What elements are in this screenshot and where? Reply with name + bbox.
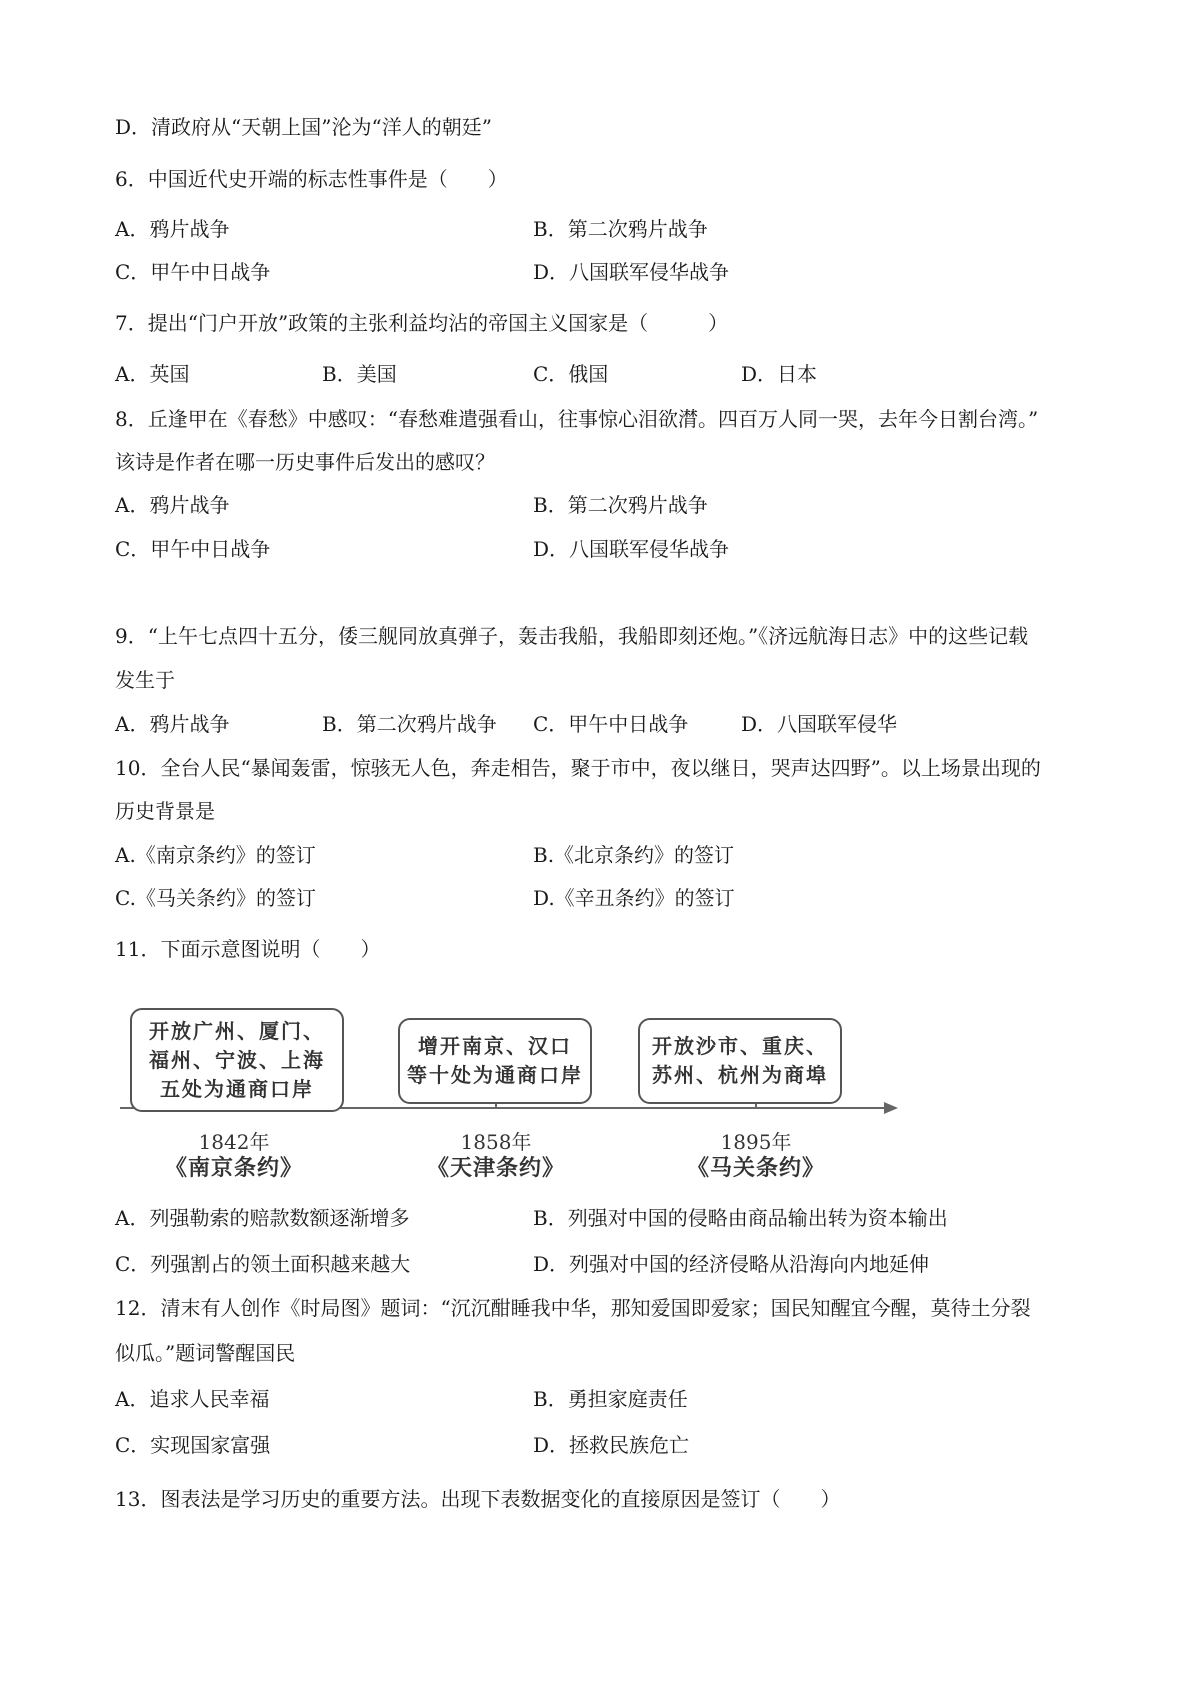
timeline-box-1858 bbox=[398, 1018, 592, 1104]
timeline-box-1842-line-2: 福州、宁波、上海 bbox=[149, 1047, 325, 1072]
q9-option-a: A．鸦片战争 bbox=[115, 712, 230, 736]
timeline-treaty-1858: 《天津条约》 bbox=[426, 1155, 565, 1181]
q12-option-c: C．实现国家富强 bbox=[115, 1433, 271, 1457]
q7-option-c: C．俄国 bbox=[533, 362, 609, 386]
q8-option-a: A．鸦片战争 bbox=[115, 493, 230, 517]
q8-stem-line-1: 8．丘逢甲在《春愁》中感叹：“春愁难遣强看山，往事惊心泪欲潸。四百万人同一哭，去年今日割台湾。” bbox=[115, 407, 1039, 431]
q8-stem-line-2: 该诗是作者在哪一历史事件后发出的感叹？ bbox=[115, 450, 495, 474]
q11-option-c: C．列强割占的领土面积越来越大 bbox=[115, 1252, 411, 1276]
q9-stem-line-1: 9．“上午七点四十五分，倭三舰同放真弹子，轰击我船，我船即刻还炮。”《济远航海日志》中的这些记载 bbox=[115, 624, 1029, 648]
q10-option-d: D.《辛丑条约》的签订 bbox=[533, 886, 735, 910]
timeline-year-1895: 1895年 bbox=[720, 1130, 792, 1154]
timeline-box-1895-line-2: 苏州、杭州为商埠 bbox=[652, 1063, 828, 1087]
q13-stem: 13．图表法是学习历史的重要方法。出现下表数据变化的直接原因是签订（ ） bbox=[115, 1487, 841, 1511]
q10-option-a: A.《南京条约》的签订 bbox=[115, 843, 316, 867]
q6-option-d: D．八国联军侵华战争 bbox=[533, 260, 730, 284]
timeline-box-1842-line-3: 五处为通商口岸 bbox=[160, 1076, 314, 1101]
q12-option-b: B．勇担家庭责任 bbox=[533, 1387, 688, 1411]
q6-option-b: B．第二次鸦片战争 bbox=[533, 217, 708, 241]
q12-stem-line-2: 似瓜。”题词警醒国民 bbox=[115, 1341, 296, 1365]
q9-option-c: C．甲午中日战争 bbox=[533, 712, 689, 736]
q11-option-b: B．列强对中国的侵略由商品输出转为资本输出 bbox=[533, 1206, 948, 1230]
q9-option-d: D．八国联军侵华 bbox=[741, 712, 898, 736]
q7-option-b: B．美国 bbox=[322, 362, 397, 386]
timeline-box-1842 bbox=[130, 1008, 344, 1112]
q7-stem: 7．提出“门户开放”政策的主张利益均沾的帝国主义国家是（ ） bbox=[115, 311, 729, 335]
q12-stem-line-1: 12．清末有人创作《时局图》题词：“沉沉酣睡我中华，那知爱国即爱家；国民知醒宜今醒，莫待土分裂 bbox=[115, 1296, 1031, 1320]
q9-stem-line-2: 发生于 bbox=[115, 668, 175, 692]
q5-option-d: D．清政府从“天朝上国”沦为“洋人的朝廷” bbox=[115, 115, 492, 139]
timeline-box-1858-line-1: 增开南京、汉口 bbox=[418, 1034, 572, 1058]
q8-option-b: B．第二次鸦片战争 bbox=[533, 493, 708, 517]
q6-stem: 6．中国近代史开端的标志性事件是（ ） bbox=[115, 167, 508, 191]
q7-option-d: D．日本 bbox=[741, 362, 818, 386]
q11-option-d: D．列强对中国的经济侵略从沿海向内地延伸 bbox=[533, 1252, 930, 1276]
timeline-box-1895-line-1: 开放沙市、重庆、 bbox=[652, 1034, 828, 1058]
q10-stem-line-2: 历史背景是 bbox=[115, 799, 215, 823]
timeline-year-1842: 1842年 bbox=[198, 1130, 270, 1154]
timeline-box-1842-line-1: 开放广州、厦门、 bbox=[149, 1018, 325, 1043]
q12-option-a: A．追求人民幸福 bbox=[115, 1387, 270, 1411]
timeline-treaty-1842: 《南京条约》 bbox=[164, 1155, 303, 1181]
q10-option-c: C.《马关条约》的签订 bbox=[115, 886, 316, 910]
q7-option-a: A．英国 bbox=[115, 362, 190, 386]
timeline-box-1895 bbox=[638, 1018, 842, 1104]
timeline-treaty-1895: 《马关条约》 bbox=[686, 1155, 825, 1181]
q8-option-d: D．八国联军侵华战争 bbox=[533, 537, 730, 561]
q10-option-b: B.《北京条约》的签订 bbox=[533, 843, 735, 867]
q9-option-b: B．第二次鸦片战争 bbox=[322, 712, 497, 736]
q11-option-a: A．列强勒索的赔款数额逐渐增多 bbox=[115, 1206, 410, 1230]
timeline-box-1858-line-2: 等十处为通商口岸 bbox=[407, 1063, 583, 1087]
q12-option-d: D．拯救民族危亡 bbox=[533, 1433, 690, 1457]
q10-stem-line-1: 10．全台人民“暴闻轰雷，惊骇无人色，奔走相告，聚于市中，夜以继日，哭声达四野”。以上场景出现的 bbox=[115, 756, 1041, 780]
q8-option-c: C．甲午中日战争 bbox=[115, 537, 271, 561]
q6-option-a: A．鸦片战争 bbox=[115, 217, 230, 241]
timeline-year-1858: 1858年 bbox=[460, 1130, 532, 1154]
q6-option-c: C．甲午中日战争 bbox=[115, 260, 271, 284]
q11-stem: 11．下面示意图说明（ ） bbox=[115, 937, 381, 961]
